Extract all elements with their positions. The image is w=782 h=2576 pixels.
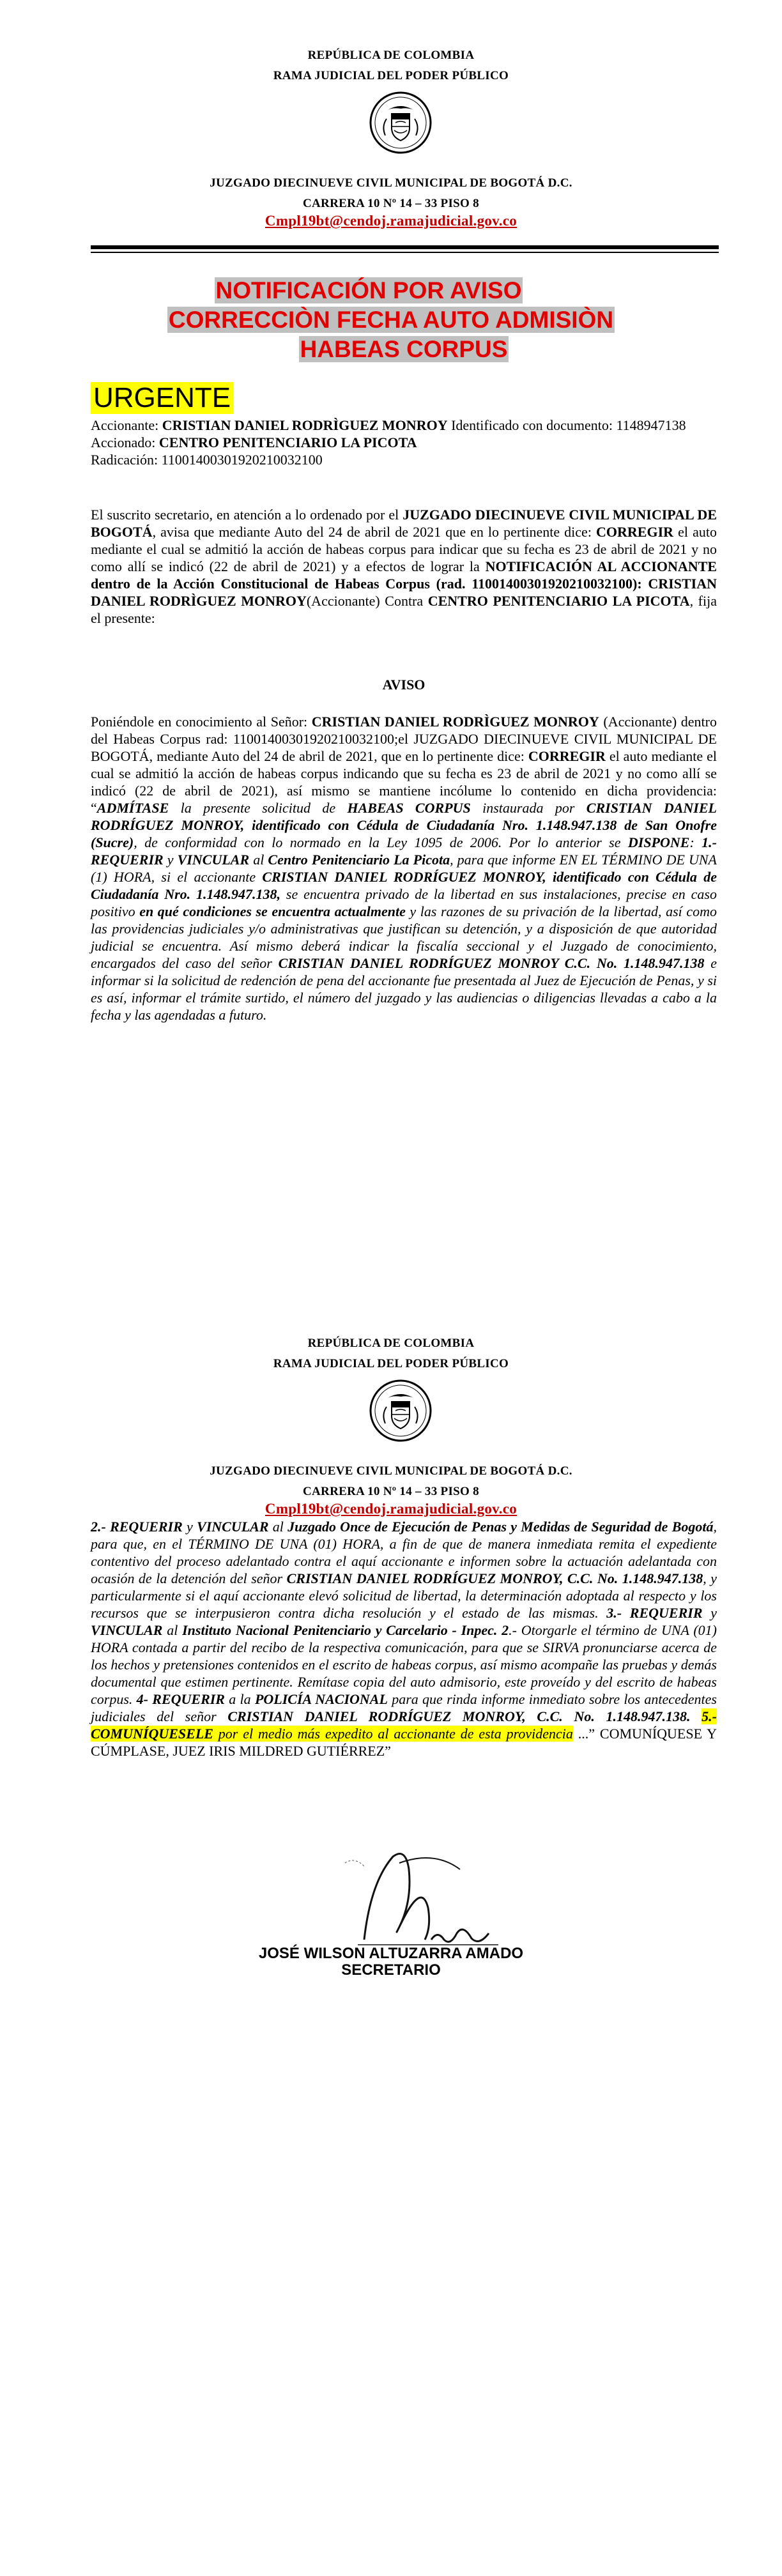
title-line-1: NOTIFICACIÓN POR AVISO (215, 277, 522, 303)
title-line-3: HABEAS CORPUS (300, 336, 508, 362)
accionante-name: CRISTIAN DANIEL RODRÌGUEZ MONROY (162, 417, 448, 433)
accionado-label: Accionado: (91, 434, 156, 450)
title-line-2: CORRECCIÒN FECHA AUTO ADMISIÒN (168, 307, 614, 333)
parties-block (91, 417, 717, 468)
comuniquese-highlight: 5.- COMUNÍQUESELE (91, 1708, 717, 1742)
accionante-id: Identificado con documento: 1148947138 (451, 417, 686, 433)
header-court-p2: JUZGADO DIECINUEVE CIVIL MUNICIPAL DE BOGOTÁ D.C. (210, 1464, 572, 1478)
header-address: CARRERA 10 Nº 14 – 33 PISO 8 (303, 197, 479, 210)
intro-paragraph: El suscrito secretario, en atención a lo ordenado por el JUZGADO DIECINUEVE CIVIL MUNICIPAL DE BOGOTÁ, avisa que mediante Auto del 24 de abril de 2021 que en lo pertinente dice: CORREGIR el auto mediante el cual se admitió la acción de habeas corpus para indicar que su fecha es 23 de abril de 2021 y no como allí se indicó (22 de abril de 2021) y a efectos de lograr la NOTIFICACIÓN AL ACCIONANTE dentro de la Acción Constitucional de Habeas Corpus (rad. 11001400301920210032100): CRISTIAN DANIEL RODRÌGUEZ MONROY(Accionante) Contra CENTRO PENITENCIARIO LA PICOTA, fija el presente: (91, 507, 717, 626)
header-republic: REPÚBLICA DE COLOMBIA (307, 49, 475, 62)
highlighted-text: por el medio más expedito al accionante de esta providencia (213, 1726, 573, 1742)
header-rule-thick (91, 245, 719, 249)
radicacion: Radicación: 11001400301920210032100 (91, 452, 323, 468)
signer-name: JOSÉ WILSON ALTUZARRA AMADO (258, 1945, 524, 1962)
urgent-label: URGENTE (91, 382, 233, 414)
header-email-link[interactable]: Cmpl19bt@cendoj.ramajudicial.gov.co (264, 213, 518, 229)
page-2 (0, 1288, 782, 2576)
header-branch: RAMA JUDICIAL DEL PODER PÚBLICO (273, 69, 509, 82)
accionado-name: CENTRO PENITENCIARIO LA PICOTA (158, 434, 417, 450)
header-address-p2: CARRERA 10 Nº 14 – 33 PISO 8 (303, 1485, 479, 1498)
header-court: JUZGADO DIECINUEVE CIVIL MUNICIPAL DE BOGOTÁ D.C. (210, 176, 572, 190)
body-paragraph-1: Poniéndole en conocimiento al Señor: CRISTIAN DANIEL RODRÌGUEZ MONROY (Accionante) dentro del Habeas Corpus rad: 11001400301920210032100;el JUZGADO DIECINUEVE CIVIL MUNICIPAL DE BOGOTÁ, mediante Auto del 24 de abril de 2021, que en lo pertinente dice: CORREGIR el auto mediante el cual se admitió la acción de habeas corpus indicando que su fecha es 23 de abril de 2021 y no como allí se indicó (22 de abril de 2021), así mismo se mantiene incólume lo contenido en dicha providencia: “ADMÍTASE la presente solicitud de HABEAS CORPUS instaurada por CRISTIAN DANIEL RODRÍGUEZ MONROY, identificado con Cédula de Ciudadanía Nro. 1.148.947.138 de San Onofre (Sucre), de conformidad con lo normado en la Ley 1095 de 2006. Por lo anterior se DISPONE: 1.- REQUERIR y VINCULAR al Centro Penitenciario La Picota, para que informe EN EL TÉRMINO DE UNA (1) HORA, si el accionante CRISTIAN DANIEL RODRÍGUEZ MONROY, identificado con Cédula de Ciudadanía Nro. 1.148.947.138, se encuentra privado de la libertad en sus instalaciones, precise en caso positivo en qué condiciones se encuentra actualmente y las razones de su privación de la libertad, así como las providencias judiciales y/o administrativas que justifican su detención, y a disposición de que autoridad judicial se encuentra. Así mismo deberá indicar la fiscalía seccional y el Juzgado de conocimiento, encargados del caso del señor CRISTIAN DANIEL RODRÍGUEZ MONROY C.C. No. 1.148.947.138 e informar si la solicitud de redención de pena del accionante fue presentada al Juez de Ejecución de Penas, y si es así, informar el trámite surtido, el número del juzgado y las audiencias o diligencias llevadas a cabo a la fecha y las agendadas a futuro. (91, 714, 717, 1023)
accionante-label: Accionante: (91, 417, 159, 433)
notice-title (0, 276, 782, 364)
colombia-seal-icon (369, 91, 433, 155)
aviso-heading: AVISO (382, 677, 425, 693)
header-rule-thin (91, 252, 719, 253)
header-branch-p2: RAMA JUDICIAL DEL PODER PÚBLICO (273, 1357, 509, 1370)
signer-role: SECRETARIO (341, 1961, 441, 1979)
body-paragraph-2: 2.- REQUERIR y VINCULAR al Juzgado Once de Ejecución de Penas y Medidas de Seguridad de Bogotá, para que, en el TÉRMINO DE UNA (01) HORA, a fin de que de manera inmediata remita el expediente contentivo del proceso adelantado contra el aquí accionante e informen sobre la actuación adelantada con ocasión de la detención del señor CRISTIAN DANIEL RODRÍGUEZ MONROY, C.C. No. 1.148.947.138, y particularmente si el aquí accionante elevó solicitud de libertad, la determinación adoptada al respecto y los recursos que se interpusieron contra dicha resolución y el estado de las mismas. 3.- REQUERIR y VINCULAR al Instituto Nacional Penitenciario y Carcelario - Inpec. 2.- Otorgarle el término de UNA (01) HORA contada a partir del recibo de la respectiva comunicación, para que se SIRVA pronunciarse acerca de los hechos y pretensiones contenidos en el escrito de habeas corpus, así mismo acompañe las pruebas y demás documental que estimen pertinente. Remítase copia del auto admisorio, este proveído y del escrito de habeas corpus. 4- REQUERIR a la POLICÍA NACIONAL para que rinda informe inmediato sobre los antecedentes judiciales del señor CRISTIAN DANIEL RODRÍGUEZ MONROY, C.C. No. 1.148.947.138. 5.- COMUNÍQUESELE por el medio más expedito al accionante de esta providencia ...” COMUNÍQUESE Y CÚMPLASE, JUEZ IRIS MILDRED GUTIÉRREZ” (91, 1519, 717, 1759)
colombia-seal-icon (369, 1379, 433, 1443)
header-email-link-p2[interactable]: Cmpl19bt@cendoj.ramajudicial.gov.co (264, 1501, 518, 1517)
header-republic-p2: REPÚBLICA DE COLOMBIA (307, 1337, 475, 1350)
